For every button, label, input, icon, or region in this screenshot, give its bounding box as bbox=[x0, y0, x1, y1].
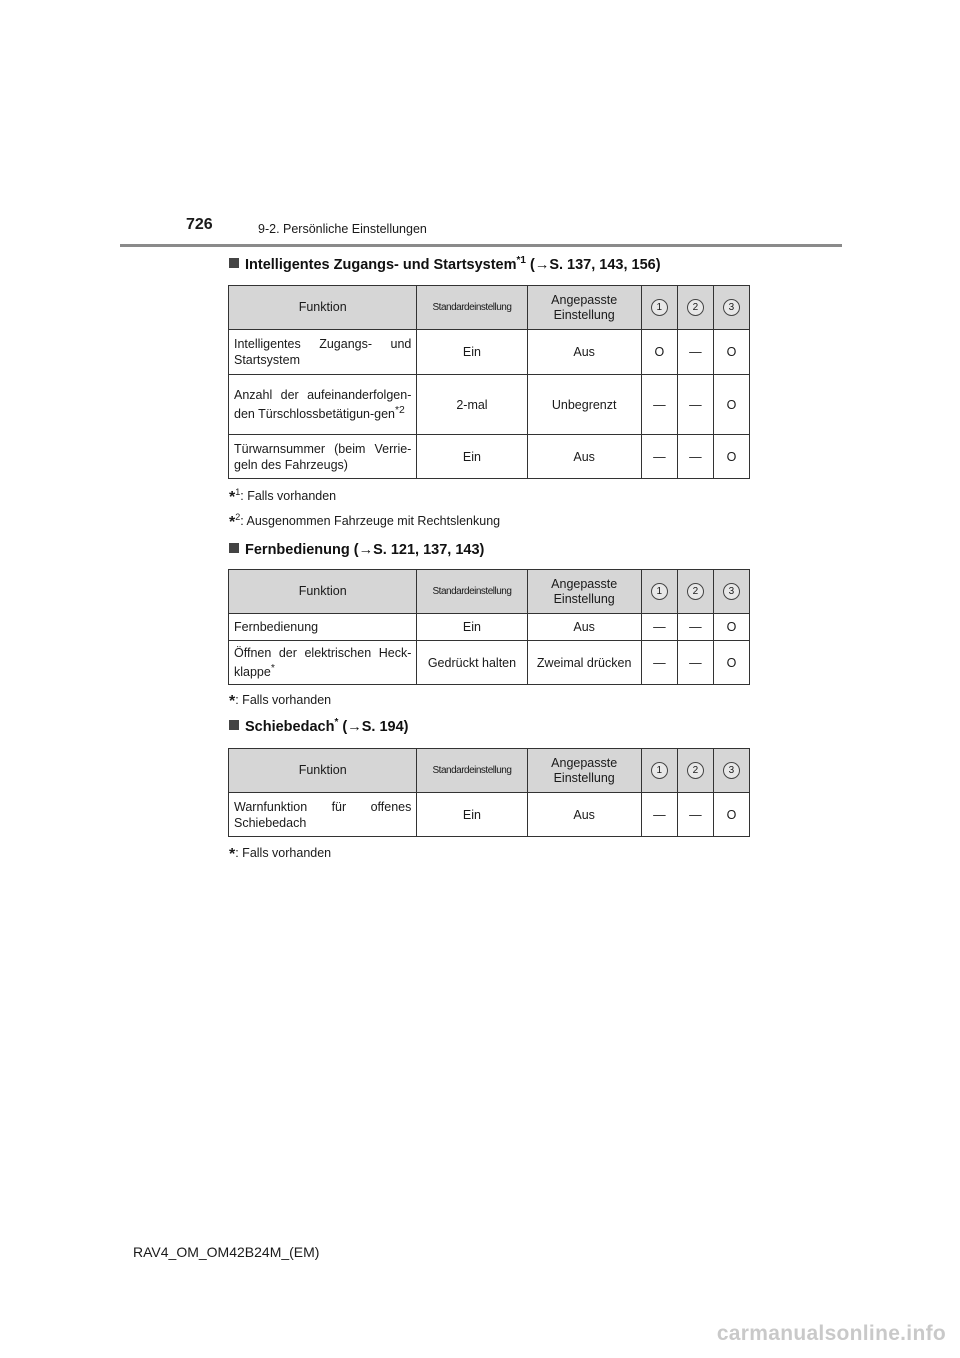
cell-standard: Ein bbox=[417, 435, 527, 479]
column-header-method-1 bbox=[641, 570, 677, 614]
column-header-method-3 bbox=[713, 570, 749, 614]
cell-method-2: — bbox=[677, 793, 713, 837]
column-header-standard: Standardeinstellung bbox=[417, 286, 527, 330]
column-header-method-1 bbox=[641, 286, 677, 330]
table-row bbox=[229, 614, 750, 641]
square-bullet-icon bbox=[229, 720, 239, 730]
watermark: carmanualsonline.info bbox=[716, 1322, 946, 1345]
table-header-row bbox=[229, 570, 750, 614]
cell-method-3: O bbox=[713, 641, 749, 685]
column-header-angepasst: Angepasste Einstellung bbox=[527, 749, 641, 793]
cell-angepasst: Aus bbox=[527, 330, 641, 375]
cell-method-2: — bbox=[677, 375, 713, 435]
cell-method-2: — bbox=[677, 330, 713, 375]
cell-method-1: — bbox=[641, 435, 677, 479]
circled-number-2-icon: 2 bbox=[687, 299, 704, 316]
section-heading-remote bbox=[229, 540, 484, 558]
circled-number-2-icon: 2 bbox=[687, 583, 704, 600]
circled-number-3-icon: 3 bbox=[723, 583, 740, 600]
square-bullet-icon bbox=[229, 258, 239, 268]
circled-number-1-icon: 1 bbox=[651, 583, 668, 600]
cell-method-1: O bbox=[641, 330, 677, 375]
column-header-standard: Standardeinstellung bbox=[417, 570, 527, 614]
funktion-text: Öffnen der elektrischen Heck-klappe bbox=[234, 645, 412, 680]
footnote-star: * bbox=[229, 514, 236, 532]
section-title: Schiebedach bbox=[245, 718, 335, 735]
cell-method-1: — bbox=[641, 641, 677, 685]
footnote-text: : Falls vorhanden bbox=[235, 846, 332, 861]
table-row bbox=[229, 793, 750, 837]
footnote bbox=[229, 844, 331, 864]
settings-table-remote bbox=[228, 569, 750, 685]
cell-angepasst: Aus bbox=[527, 793, 641, 837]
settings-table-sunroof bbox=[228, 748, 750, 837]
page-reference: (→S. 137, 143, 156) bbox=[525, 256, 661, 273]
footnote-text: : Falls vorhanden bbox=[240, 489, 337, 504]
table-row bbox=[229, 375, 750, 435]
footnote-number: 1 bbox=[235, 487, 241, 497]
table-row bbox=[229, 641, 750, 685]
cell-method-3: O bbox=[713, 375, 749, 435]
footnote bbox=[229, 691, 331, 711]
cell-method-1: — bbox=[641, 375, 677, 435]
footnote-text: : Ausgenommen Fahrzeuge mit Rechtslenkung bbox=[240, 514, 501, 529]
cell-standard: Ein bbox=[417, 614, 527, 641]
page-reference: (→S. 194) bbox=[338, 718, 409, 735]
page-number: 726 bbox=[186, 216, 213, 233]
footnote-star: * bbox=[229, 489, 236, 507]
chapter-title: 9-2. Persönliche Einstellungen bbox=[258, 222, 427, 236]
section-heading-sunroof bbox=[229, 717, 408, 735]
column-header-standard: Standardeinstellung bbox=[417, 749, 527, 793]
footnote-star: * bbox=[229, 846, 236, 864]
settings-table-smart-key bbox=[228, 285, 750, 479]
column-header-funktion: Funktion bbox=[229, 749, 417, 793]
column-header-angepasst: Angepasste Einstellung bbox=[527, 570, 641, 614]
cell-method-1: — bbox=[641, 793, 677, 837]
column-header-funktion: Funktion bbox=[229, 286, 417, 330]
cell-angepasst: Zweimal drücken bbox=[527, 641, 641, 685]
column-header-method-2 bbox=[677, 570, 713, 614]
column-header-method-3 bbox=[713, 286, 749, 330]
footnote-mark: * bbox=[270, 662, 275, 674]
column-header-method-1 bbox=[641, 749, 677, 793]
cell-standard: Gedrückt halten bbox=[417, 641, 527, 685]
cell-angepasst: Unbegrenzt bbox=[527, 375, 641, 435]
cell-method-1: — bbox=[641, 614, 677, 641]
table-header-row bbox=[229, 286, 750, 330]
table-row bbox=[229, 435, 750, 479]
cell-angepasst: Aus bbox=[527, 614, 641, 641]
column-header-method-2 bbox=[677, 286, 713, 330]
page-reference: (→S. 121, 137, 143) bbox=[349, 541, 485, 558]
header-divider bbox=[120, 244, 842, 247]
section-title-footnote-mark: * bbox=[334, 717, 339, 728]
table-header-row bbox=[229, 749, 750, 793]
section-heading-smart-key bbox=[229, 255, 661, 273]
footnote bbox=[229, 512, 500, 532]
cell-method-3: O bbox=[713, 435, 749, 479]
column-header-funktion: Funktion bbox=[229, 570, 417, 614]
cell-funktion bbox=[229, 641, 417, 685]
square-bullet-icon bbox=[229, 543, 239, 553]
funktion-text: Anzahl der aufeinanderfolgen-den Türschlossbetätigun-gen bbox=[234, 387, 412, 422]
cell-method-3: O bbox=[713, 793, 749, 837]
cell-method-2: — bbox=[677, 614, 713, 641]
footnote-star: * bbox=[229, 693, 236, 711]
circled-number-1-icon: 1 bbox=[651, 299, 668, 316]
funktion-text: Intelligentes Zugangs- und Startsystem bbox=[234, 337, 412, 367]
section-title-footnote-mark: *1 bbox=[516, 255, 526, 266]
section-title: Intelligentes Zugangs- und Startsystem bbox=[245, 256, 517, 273]
circled-number-3-icon: 3 bbox=[723, 299, 740, 316]
cell-funktion bbox=[229, 330, 417, 375]
cell-funktion bbox=[229, 435, 417, 479]
footnote-mark: *2 bbox=[395, 404, 405, 416]
circled-number-1-icon: 1 bbox=[651, 762, 668, 779]
cell-funktion bbox=[229, 375, 417, 435]
cell-funktion bbox=[229, 614, 417, 641]
document-code: RAV4_OM_OM42B24M_(EM) bbox=[133, 1244, 320, 1260]
cell-standard: 2-mal bbox=[417, 375, 527, 435]
circled-number-3-icon: 3 bbox=[723, 762, 740, 779]
cell-angepasst: Aus bbox=[527, 435, 641, 479]
column-header-method-3 bbox=[713, 749, 749, 793]
cell-standard: Ein bbox=[417, 330, 527, 375]
cell-method-2: — bbox=[677, 641, 713, 685]
cell-method-3: O bbox=[713, 330, 749, 375]
section-title: Fernbedienung bbox=[245, 541, 350, 558]
table-row bbox=[229, 330, 750, 375]
funktion-text: Türwarnsummer (beim Verrie-geln des Fahrzeugs) bbox=[234, 441, 412, 472]
cell-method-2: — bbox=[677, 435, 713, 479]
funktion-text: Warnfunktion für offenes Schiebedach bbox=[234, 799, 412, 830]
circled-number-2-icon: 2 bbox=[687, 762, 704, 779]
column-header-angepasst: Angepasste Einstellung bbox=[527, 286, 641, 330]
column-header-method-2 bbox=[677, 749, 713, 793]
footnote-text: : Falls vorhanden bbox=[235, 693, 332, 708]
cell-method-3: O bbox=[713, 614, 749, 641]
cell-standard: Ein bbox=[417, 793, 527, 837]
footnote-number: 2 bbox=[235, 512, 241, 522]
funktion-text: Fernbedienung bbox=[234, 620, 319, 634]
footnote bbox=[229, 487, 336, 507]
cell-funktion bbox=[229, 793, 417, 837]
